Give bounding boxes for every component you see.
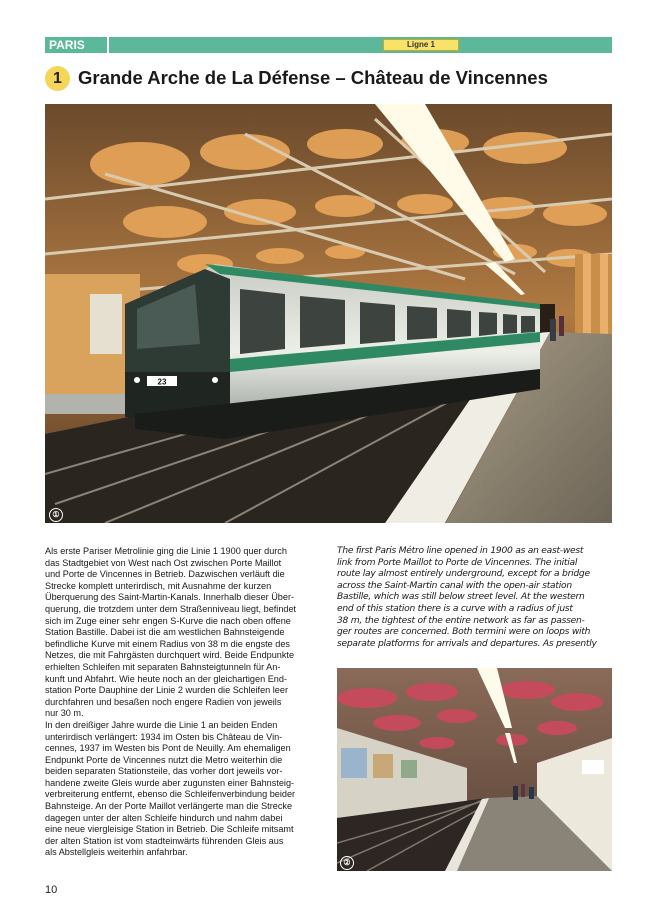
photo-metro-train-station <box>45 104 612 523</box>
body-text-german: Als erste Pariser Metrolinie ging die Linie 1 1900 quer durch das Stadtgebiet von West nach Ost zwischen Porte Maillot und Porte de Vincennes in Betrieb. Dazwischen verläuft die Strecke komplett unterirdisch, mit Ausnahme der kurzen Überquerung des Saint-Martin-Kanals. Innerhalb dieser Über- querung, die trotzdem unter dem Straßenniveau liegt, befindet sich im Zuge einer sehr engen S-Kurve die nach oben offene Station Bastille. Dabei ist die am westlichen Bahnsteigende befindliche Kurve mit einem Radius von 38 m die engste des Netzes, die mit Fahrgästen durchquert wird. Beide Endpunkte erhielten Schleifen mit separaten Bahnsteigtunneln für An- kunft und Abfahrt. Wie heute noch an der gleichartigen End- station Porte Dauphine der Linie 2 wurden die Schleifen leer durchfahren und besaßen noch engere Radien von jeweils nur 30 m. In den dreißiger Jahre wurde die Linie 1 an beiden Enden unterirdisch verlängert: 1934 im Osten bis Château de Vin- cennes, 1937 im Westen bis Pont de Neuilly. Am ehemaligen Endpunkt Porte de Vincennes nutzt die Metro weiterhin die beiden separaten Stationsteile, das vorher dort jeweils vor- handene zweite Gleis wurde aber zugunsten einer Bahnsteig- verbreiterung entfernt, ebenso die Schleifenverbindung beider Bahnsteige. An der Porte Maillot verlängerte man die Strecke dagegen unter der alten Schleife hindurch und nahm dabei eine neue viergleisige Station in Betrieb. Die Schleife mitsamt der alten Station ist vom stadteinwärts führenden Gleis aus als Abstellgleis weiterhin anfahrbar. <box>45 546 297 858</box>
header-stripe <box>109 37 612 53</box>
chapter-number-badge: 1 <box>45 66 70 91</box>
section-tag: PARIS <box>45 37 107 53</box>
photo-metro-platform <box>337 668 612 871</box>
photo-2-marker: ② <box>340 856 354 870</box>
header-bar <box>45 37 612 53</box>
train-number-label: 23 <box>157 377 167 387</box>
body-text-english: The first Paris Métro line opened in 1900 as an east-west link from Porte Maillot to Porte de Vincennes. The initial route lay almost entirely underground, except for a bridge across the Saint-Martin canal with the open-air station Bastille, which was still below street level. At the western end of this station there is a curve with a radius of just 38 m, the tightest of the entire network as far as passen- ger routes are concerned. Both termini were on loops with separate platforms for arrivals and departures. As presently <box>337 546 597 649</box>
page-number: 10 <box>45 884 58 896</box>
line-tag: Ligne 1 <box>383 39 459 51</box>
photo-1-marker: ① <box>49 508 63 522</box>
page-title: Grande Arche de La Défense – Château de Vincennes <box>78 67 548 88</box>
